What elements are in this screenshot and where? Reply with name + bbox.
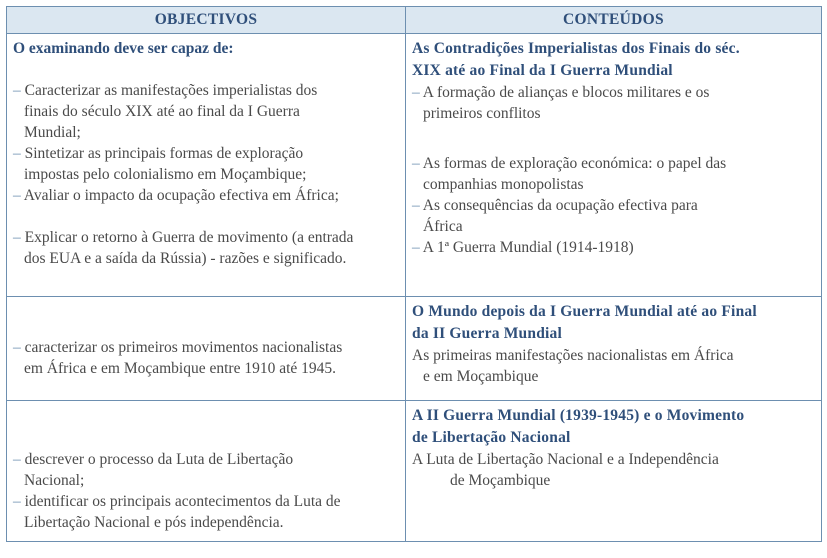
item-text: em África e em Moçambique entre 1910 até 1945. [24, 360, 337, 377]
item-text: caracterizar os primeiros movimentos nacionalistas [24, 339, 343, 356]
item-text: Mundial; [24, 124, 81, 141]
item-text: impostas pelo colonialismo em Moçambique; [24, 166, 307, 183]
header-row [7, 7, 822, 34]
item-text: A formação de alianças e blocos militares e os [422, 84, 710, 101]
section-title [412, 38, 815, 82]
content-text [412, 345, 815, 387]
item-text: Nacional; [24, 472, 85, 489]
objectives-cell [7, 297, 406, 401]
list-item [13, 80, 399, 143]
list-item [13, 143, 399, 185]
item-text: primeiros conflitos [423, 105, 541, 122]
syllabus-table [6, 6, 822, 542]
content-line: de Moçambique [450, 472, 551, 489]
dash-bullet: – [13, 493, 21, 510]
content-line: e em Moçambique [423, 368, 539, 385]
objectives-intro: O examinando deve ser capaz de: [13, 40, 234, 57]
dash-bullet: – [13, 145, 21, 162]
dash-bullet: – [412, 155, 420, 172]
list-item [13, 337, 399, 379]
item-text: África [423, 218, 463, 235]
section-title-line: da II Guerra Mundial [412, 325, 562, 342]
section-title-line: de Libertação Nacional [412, 429, 571, 446]
dash-bullet: – [412, 239, 420, 256]
objectives-cell [7, 401, 406, 542]
list-item [412, 153, 815, 195]
table-row [7, 297, 822, 401]
section-title-line: XIX até ao Final da I Guerra Mundial [412, 62, 673, 79]
item-text: identificar os principais acontecimentos da Luta de [24, 493, 341, 510]
list-item [412, 195, 815, 237]
item-text: descrever o processo da Luta de Libertação [24, 451, 294, 468]
list-item [13, 227, 399, 269]
dash-bullet: – [13, 339, 21, 356]
list-item [13, 449, 399, 491]
contents-cell [406, 297, 822, 401]
item-text: Explicar o retorno à Guerra de movimento (a entrada [24, 229, 354, 246]
objectives-cell [7, 34, 406, 297]
item-text: Avaliar o impacto da ocupação efectiva em África; [23, 187, 339, 204]
content-text [412, 449, 815, 491]
contents-cell [406, 401, 822, 542]
contents-cell [406, 34, 822, 297]
list-item [412, 237, 815, 258]
dash-bullet: – [412, 197, 420, 214]
item-text: Sintetizar as principais formas de exploração [24, 145, 304, 162]
section-title-line: As Contradições Imperialistas dos Finais do séc. [412, 40, 740, 57]
list-item [13, 491, 399, 533]
item-text: dos EUA e a saída da Rússia) - razões e significado. [24, 250, 347, 267]
dash-bullet: – [13, 187, 21, 204]
item-text: As formas de exploração económica: o papel das [422, 155, 727, 172]
item-text: companhias monopolistas [423, 176, 584, 193]
objectives-header: OBJECTIVOS [7, 7, 406, 34]
section-title [412, 405, 815, 449]
table-row [7, 34, 822, 297]
item-text: Libertação Nacional e pós independência. [24, 514, 284, 531]
section-title [412, 301, 815, 345]
dash-bullet: – [13, 82, 21, 99]
content-line: A Luta de Libertação Nacional e a Independência [412, 451, 719, 468]
dash-bullet: – [13, 229, 21, 246]
section-title-line: A II Guerra Mundial (1939-1945) e o Movimento [412, 407, 745, 424]
table-row [7, 401, 822, 542]
dash-bullet: – [412, 84, 420, 101]
contents-header: CONTEÚDOS [406, 7, 822, 34]
syllabus-page [6, 6, 821, 558]
section-title-line: O Mundo depois da I Guerra Mundial até ao Final [412, 303, 757, 320]
content-line: As primeiras manifestações nacionalistas em África [412, 347, 734, 364]
list-item [13, 185, 399, 206]
item-text: As consequências da ocupação efectiva para [422, 197, 698, 214]
item-text: A 1ª Guerra Mundial (1914-1918) [422, 239, 634, 256]
list-item [412, 82, 815, 124]
item-text: Caracterizar as manifestações imperialistas dos [24, 82, 318, 99]
dash-bullet: – [13, 451, 21, 468]
item-text: finais do século XIX até ao final da I Guerra [24, 103, 300, 120]
